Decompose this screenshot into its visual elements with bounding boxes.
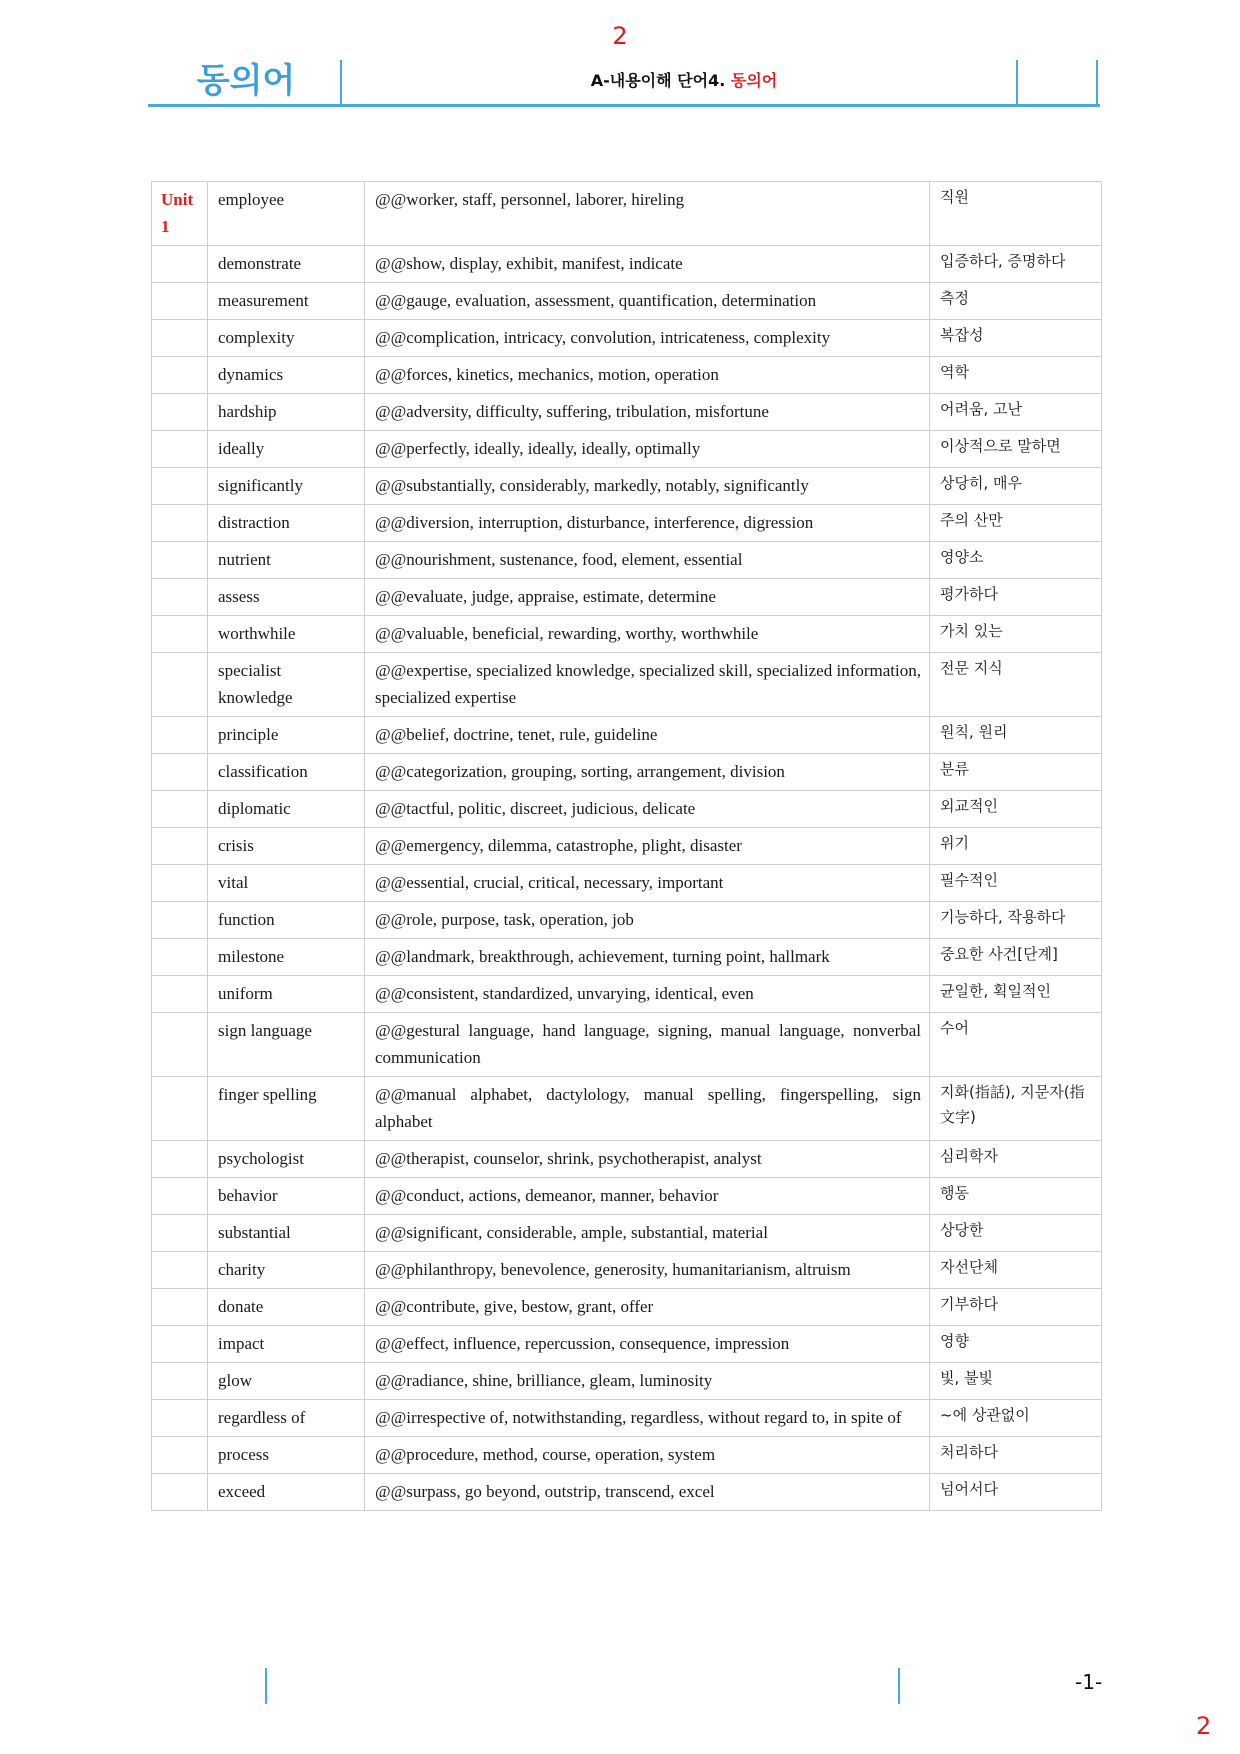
synonyms-cell: @@consistent, standardized, unvarying, identical, even: [365, 976, 930, 1013]
table-row: [152, 616, 1102, 653]
header-subtitle-highlight: 동의어: [730, 71, 778, 90]
synonyms-cell: @@surpass, go beyond, outstrip, transcend, excel: [365, 1474, 930, 1511]
word-cell: psychologist: [208, 1141, 365, 1178]
korean-meaning-cell: 직원: [930, 182, 1102, 246]
word-cell: vital: [208, 865, 365, 902]
table-row: [152, 1289, 1102, 1326]
unit-cell: [152, 1077, 208, 1141]
word-cell: regardless of: [208, 1400, 365, 1437]
footer-page-label: -1-: [1075, 1670, 1103, 1694]
word-cell: finger spelling: [208, 1077, 365, 1141]
table-row: [152, 1474, 1102, 1511]
synonyms-cell: @@manual alphabet, dactylology, manual spelling, fingerspelling, sign alphabet: [365, 1077, 930, 1141]
word-cell: crisis: [208, 828, 365, 865]
synonyms-cell: @@emergency, dilemma, catastrophe, plight, disaster: [365, 828, 930, 865]
synonyms-cell: @@adversity, difficulty, suffering, tribulation, misfortune: [365, 394, 930, 431]
unit-cell: [152, 1252, 208, 1289]
unit-cell: [152, 542, 208, 579]
table-row: [152, 1178, 1102, 1215]
word-cell: donate: [208, 1289, 365, 1326]
word-cell: behavior: [208, 1178, 365, 1215]
table-row: [152, 1326, 1102, 1363]
korean-meaning-cell: 영양소: [930, 542, 1102, 579]
word-cell: hardship: [208, 394, 365, 431]
footer-divider: [898, 1668, 900, 1704]
synonyms-cell: @@procedure, method, course, operation, system: [365, 1437, 930, 1474]
word-cell: function: [208, 902, 365, 939]
unit-label: Unit 1: [152, 182, 208, 246]
synonyms-cell: @@landmark, breakthrough, achievement, turning point, hallmark: [365, 939, 930, 976]
unit-cell: [152, 616, 208, 653]
unit-cell: [152, 791, 208, 828]
korean-meaning-cell: ~에 상관없이: [930, 1400, 1102, 1437]
unit-cell: [152, 357, 208, 394]
table-row: [152, 791, 1102, 828]
word-cell: assess: [208, 579, 365, 616]
synonyms-cell: @@worker, staff, personnel, laborer, hireling: [365, 182, 930, 246]
korean-meaning-cell: 평가하다: [930, 579, 1102, 616]
unit-cell: [152, 1178, 208, 1215]
table-row: [152, 542, 1102, 579]
table-row: [152, 902, 1102, 939]
korean-meaning-cell: 행동: [930, 1178, 1102, 1215]
unit-cell: [152, 1437, 208, 1474]
unit-cell: [152, 468, 208, 505]
table-row: [152, 939, 1102, 976]
header-divider: [340, 60, 342, 104]
korean-meaning-cell: 빛, 불빛: [930, 1363, 1102, 1400]
korean-meaning-cell: 측정: [930, 283, 1102, 320]
korean-meaning-cell: 이상적으로 말하면: [930, 431, 1102, 468]
synonyms-cell: @@belief, doctrine, tenet, rule, guideline: [365, 717, 930, 754]
synonyms-cell: @@conduct, actions, demeanor, manner, behavior: [365, 1178, 930, 1215]
unit-cell: [152, 939, 208, 976]
korean-meaning-cell: 수어: [930, 1013, 1102, 1077]
word-cell: exceed: [208, 1474, 365, 1511]
korean-meaning-cell: 기부하다: [930, 1289, 1102, 1326]
table-row: [152, 320, 1102, 357]
unit-cell: [152, 976, 208, 1013]
korean-meaning-cell: 기능하다, 작용하다: [930, 902, 1102, 939]
korean-meaning-cell: 심리학자: [930, 1141, 1102, 1178]
korean-meaning-cell: 넘어서다: [930, 1474, 1102, 1511]
korean-meaning-cell: 상당한: [930, 1215, 1102, 1252]
unit-cell: [152, 1013, 208, 1077]
word-cell: process: [208, 1437, 365, 1474]
synonyms-cell: @@significant, considerable, ample, substantial, material: [365, 1215, 930, 1252]
synonyms-cell: @@valuable, beneficial, rewarding, worthy, worthwhile: [365, 616, 930, 653]
footer-divider: [265, 1668, 267, 1704]
word-cell: measurement: [208, 283, 365, 320]
synonyms-cell: @@complication, intricacy, convolution, intricateness, complexity: [365, 320, 930, 357]
synonyms-cell: @@contribute, give, bestow, grant, offer: [365, 1289, 930, 1326]
synonyms-cell: @@effect, influence, repercussion, consequence, impression: [365, 1326, 930, 1363]
word-cell: nutrient: [208, 542, 365, 579]
corner-page-number: 2: [1196, 1712, 1212, 1740]
korean-meaning-cell: 영향: [930, 1326, 1102, 1363]
korean-meaning-cell: 역학: [930, 357, 1102, 394]
header-title: 동의어: [196, 61, 296, 101]
unit-cell: [152, 754, 208, 791]
korean-meaning-cell: 가치 있는: [930, 616, 1102, 653]
korean-meaning-cell: 지화(指話), 지문자(指文字): [930, 1077, 1102, 1141]
korean-meaning-cell: 원칙, 원리: [930, 717, 1102, 754]
table-row: [152, 1013, 1102, 1077]
synonyms-cell: @@show, display, exhibit, manifest, indicate: [365, 246, 930, 283]
synonyms-cell: @@radiance, shine, brilliance, gleam, luminosity: [365, 1363, 930, 1400]
synonyms-cell: @@irrespective of, notwithstanding, regardless, without regard to, in spite of: [365, 1400, 930, 1437]
table-row: [152, 468, 1102, 505]
synonyms-cell: @@nourishment, sustenance, food, element, essential: [365, 542, 930, 579]
word-cell: sign language: [208, 1013, 365, 1077]
table-row: [152, 1077, 1102, 1141]
table-row: [152, 394, 1102, 431]
header-subtitle: [348, 58, 1020, 104]
table-row: [152, 1363, 1102, 1400]
synonyms-cell: @@substantially, considerably, markedly, notably, significantly: [365, 468, 930, 505]
word-cell: uniform: [208, 976, 365, 1013]
table-row: [152, 1252, 1102, 1289]
document-header: [148, 58, 1100, 107]
synonyms-cell: @@gauge, evaluation, assessment, quantification, determination: [365, 283, 930, 320]
unit-cell: [152, 1289, 208, 1326]
table-row: [152, 865, 1102, 902]
unit-cell: [152, 653, 208, 717]
table-row: [152, 1437, 1102, 1474]
korean-meaning-cell: 균일한, 획일적인: [930, 976, 1102, 1013]
korean-meaning-cell: 필수적인: [930, 865, 1102, 902]
unit-cell: [152, 865, 208, 902]
table-row: [152, 283, 1102, 320]
word-cell: ideally: [208, 431, 365, 468]
unit-cell: [152, 431, 208, 468]
synonyms-cell: @@diversion, interruption, disturbance, interference, digression: [365, 505, 930, 542]
unit-cell: [152, 717, 208, 754]
word-cell: milestone: [208, 939, 365, 976]
word-cell: diplomatic: [208, 791, 365, 828]
table-row: [152, 1215, 1102, 1252]
synonyms-cell: @@perfectly, ideally, ideally, ideally, optimally: [365, 431, 930, 468]
word-cell: principle: [208, 717, 365, 754]
word-cell: classification: [208, 754, 365, 791]
synonyms-cell: @@evaluate, judge, appraise, estimate, determine: [365, 579, 930, 616]
table-row: [152, 246, 1102, 283]
table-row: [152, 182, 1102, 246]
word-cell: demonstrate: [208, 246, 365, 283]
unit-cell: [152, 828, 208, 865]
word-cell: substantial: [208, 1215, 365, 1252]
unit-cell: [152, 1141, 208, 1178]
word-cell: complexity: [208, 320, 365, 357]
korean-meaning-cell: 분류: [930, 754, 1102, 791]
unit-cell: [152, 505, 208, 542]
top-page-number: 2: [612, 22, 628, 50]
unit-cell: [152, 283, 208, 320]
table-row: [152, 505, 1102, 542]
word-cell: specialist knowledge: [208, 653, 365, 717]
header-divider: [1096, 60, 1098, 104]
unit-cell: [152, 902, 208, 939]
synonyms-cell: @@tactful, politic, discreet, judicious, delicate: [365, 791, 930, 828]
unit-cell: [152, 1474, 208, 1511]
word-cell: dynamics: [208, 357, 365, 394]
korean-meaning-cell: 주의 산만: [930, 505, 1102, 542]
word-cell: significantly: [208, 468, 365, 505]
word-cell: distraction: [208, 505, 365, 542]
word-cell: glow: [208, 1363, 365, 1400]
synonyms-cell: @@expertise, specialized knowledge, specialized skill, specialized information, specialized expertise: [365, 653, 930, 717]
word-cell: impact: [208, 1326, 365, 1363]
korean-meaning-cell: 복잡성: [930, 320, 1102, 357]
korean-meaning-cell: 외교적인: [930, 791, 1102, 828]
korean-meaning-cell: 입증하다, 증명하다: [930, 246, 1102, 283]
table-row: [152, 653, 1102, 717]
korean-meaning-cell: 자선단체: [930, 1252, 1102, 1289]
synonyms-cell: @@therapist, counselor, shrink, psychotherapist, analyst: [365, 1141, 930, 1178]
unit-cell: [152, 1215, 208, 1252]
synonyms-cell: @@role, purpose, task, operation, job: [365, 902, 930, 939]
korean-meaning-cell: 전문 지식: [930, 653, 1102, 717]
word-cell: worthwhile: [208, 616, 365, 653]
table-row: [152, 754, 1102, 791]
unit-cell: [152, 320, 208, 357]
table-row: [152, 357, 1102, 394]
korean-meaning-cell: 상당히, 매우: [930, 468, 1102, 505]
table-row: [152, 976, 1102, 1013]
table-row: [152, 717, 1102, 754]
table-row: [152, 579, 1102, 616]
table-row: [152, 1400, 1102, 1437]
synonyms-cell: @@categorization, grouping, sorting, arrangement, division: [365, 754, 930, 791]
header-divider: [1016, 60, 1018, 104]
synonyms-cell: @@gestural language, hand language, signing, manual language, nonverbal communication: [365, 1013, 930, 1077]
table-row: [152, 431, 1102, 468]
unit-cell: [152, 394, 208, 431]
vocabulary-table: [151, 181, 1102, 1511]
synonyms-cell: @@philanthropy, benevolence, generosity, humanitarianism, altruism: [365, 1252, 930, 1289]
table-row: [152, 828, 1102, 865]
korean-meaning-cell: 중요한 사건[단계]: [930, 939, 1102, 976]
word-cell: employee: [208, 182, 365, 246]
korean-meaning-cell: 어려움, 고난: [930, 394, 1102, 431]
unit-cell: [152, 1363, 208, 1400]
word-cell: charity: [208, 1252, 365, 1289]
synonyms-cell: @@essential, crucial, critical, necessary, important: [365, 865, 930, 902]
synonyms-cell: @@forces, kinetics, mechanics, motion, operation: [365, 357, 930, 394]
header-subtitle-prefix: A-내용이해 단어4.: [590, 71, 726, 90]
unit-cell: [152, 1400, 208, 1437]
korean-meaning-cell: 처리하다: [930, 1437, 1102, 1474]
table-row: [152, 1141, 1102, 1178]
korean-meaning-cell: 위기: [930, 828, 1102, 865]
unit-cell: [152, 1326, 208, 1363]
unit-cell: [152, 246, 208, 283]
unit-cell: [152, 579, 208, 616]
